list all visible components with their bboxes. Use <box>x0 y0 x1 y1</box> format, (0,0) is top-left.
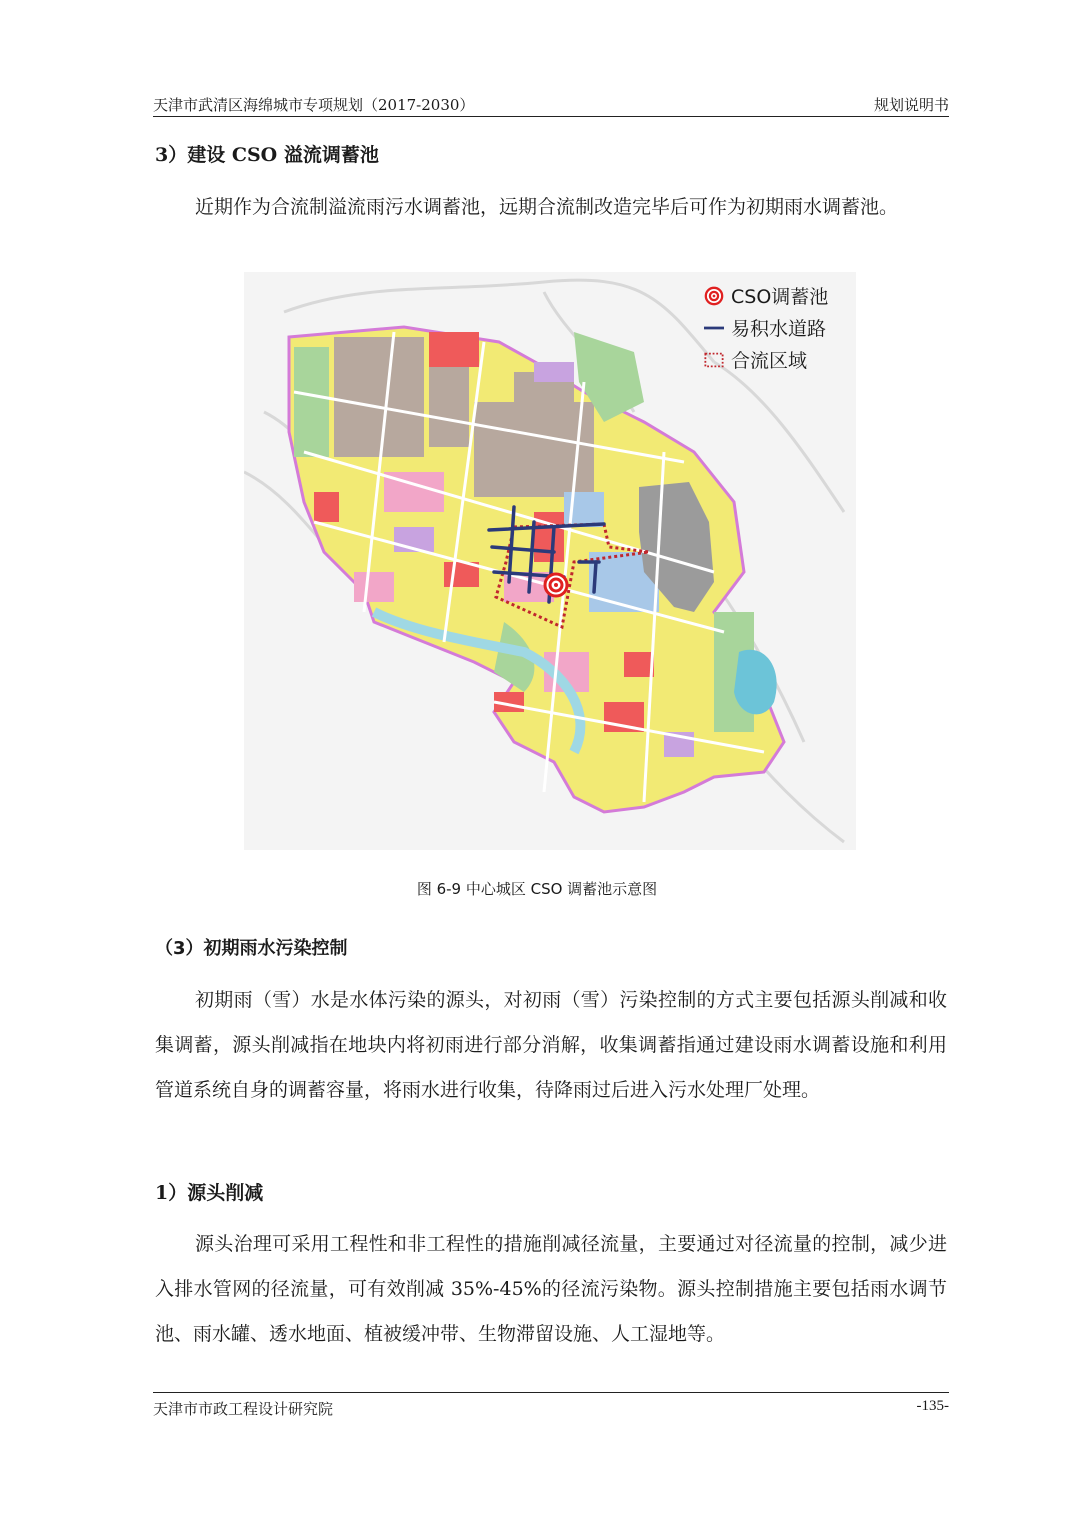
page-number: -135- <box>916 1398 949 1414</box>
road-line-icon <box>703 318 725 338</box>
page-header <box>153 94 949 117</box>
paragraph-cso: 近期作为合流制溢流雨污水调蓄池，远期合流制改造完毕后可作为初期雨水调蓄池。 <box>195 196 899 218</box>
dotted-boundary-icon <box>703 350 725 370</box>
header-title: 天津市武清区海绵城市专项规划（2017-2030） <box>153 96 475 114</box>
section-heading-initial-rain: （3）初期雨水污染控制 <box>155 938 348 959</box>
section-heading-cso: 3）建设 CSO 溢流调蓄池 <box>155 144 379 166</box>
cso-pool-marker <box>545 574 567 596</box>
legend-label-waterlogged-road: 易积水道路 <box>731 318 827 340</box>
figure-caption: 图 6-9 中心城区 CSO 调蓄池示意图 <box>416 880 658 898</box>
section-heading-source-reduction: 1）源头削减 <box>155 1182 264 1204</box>
paragraph-initial-rain: 初期雨（雪）水是水体污染的源头，对初雨（雪）污染控制的方式主要包括源头削减和收集调蓄，源头削减指在地块内将初雨进行部分消解，收集调蓄指通过建设雨水调蓄设施和利用管道系统自身的调蓄容量，将雨水进行收集，待降雨过后进入污水处理厂处理。 <box>155 989 947 1101</box>
paragraph-source-reduction: 源头治理可采用工程性和非工程性的措施削减径流量，主要通过对径流量的控制，减少进入排水管网的径流量，可有效削减 35%-45%的径流污染物。源头控制措施主要包括雨水调节池、雨水罐、透水地面、植被缓冲带、生物滞留设施、人工湿地等。 <box>155 1233 947 1345</box>
page-footer <box>153 1392 949 1418</box>
header-doc-type: 规划说明书 <box>873 96 949 114</box>
legend-label-combined-area: 合流区域 <box>731 350 808 372</box>
cso-pool-icon <box>703 286 725 306</box>
legend-label-cso-pool: CSO调蓄池 <box>731 286 829 308</box>
footer-org: 天津市市政工程设计研究院 <box>153 1400 334 1418</box>
